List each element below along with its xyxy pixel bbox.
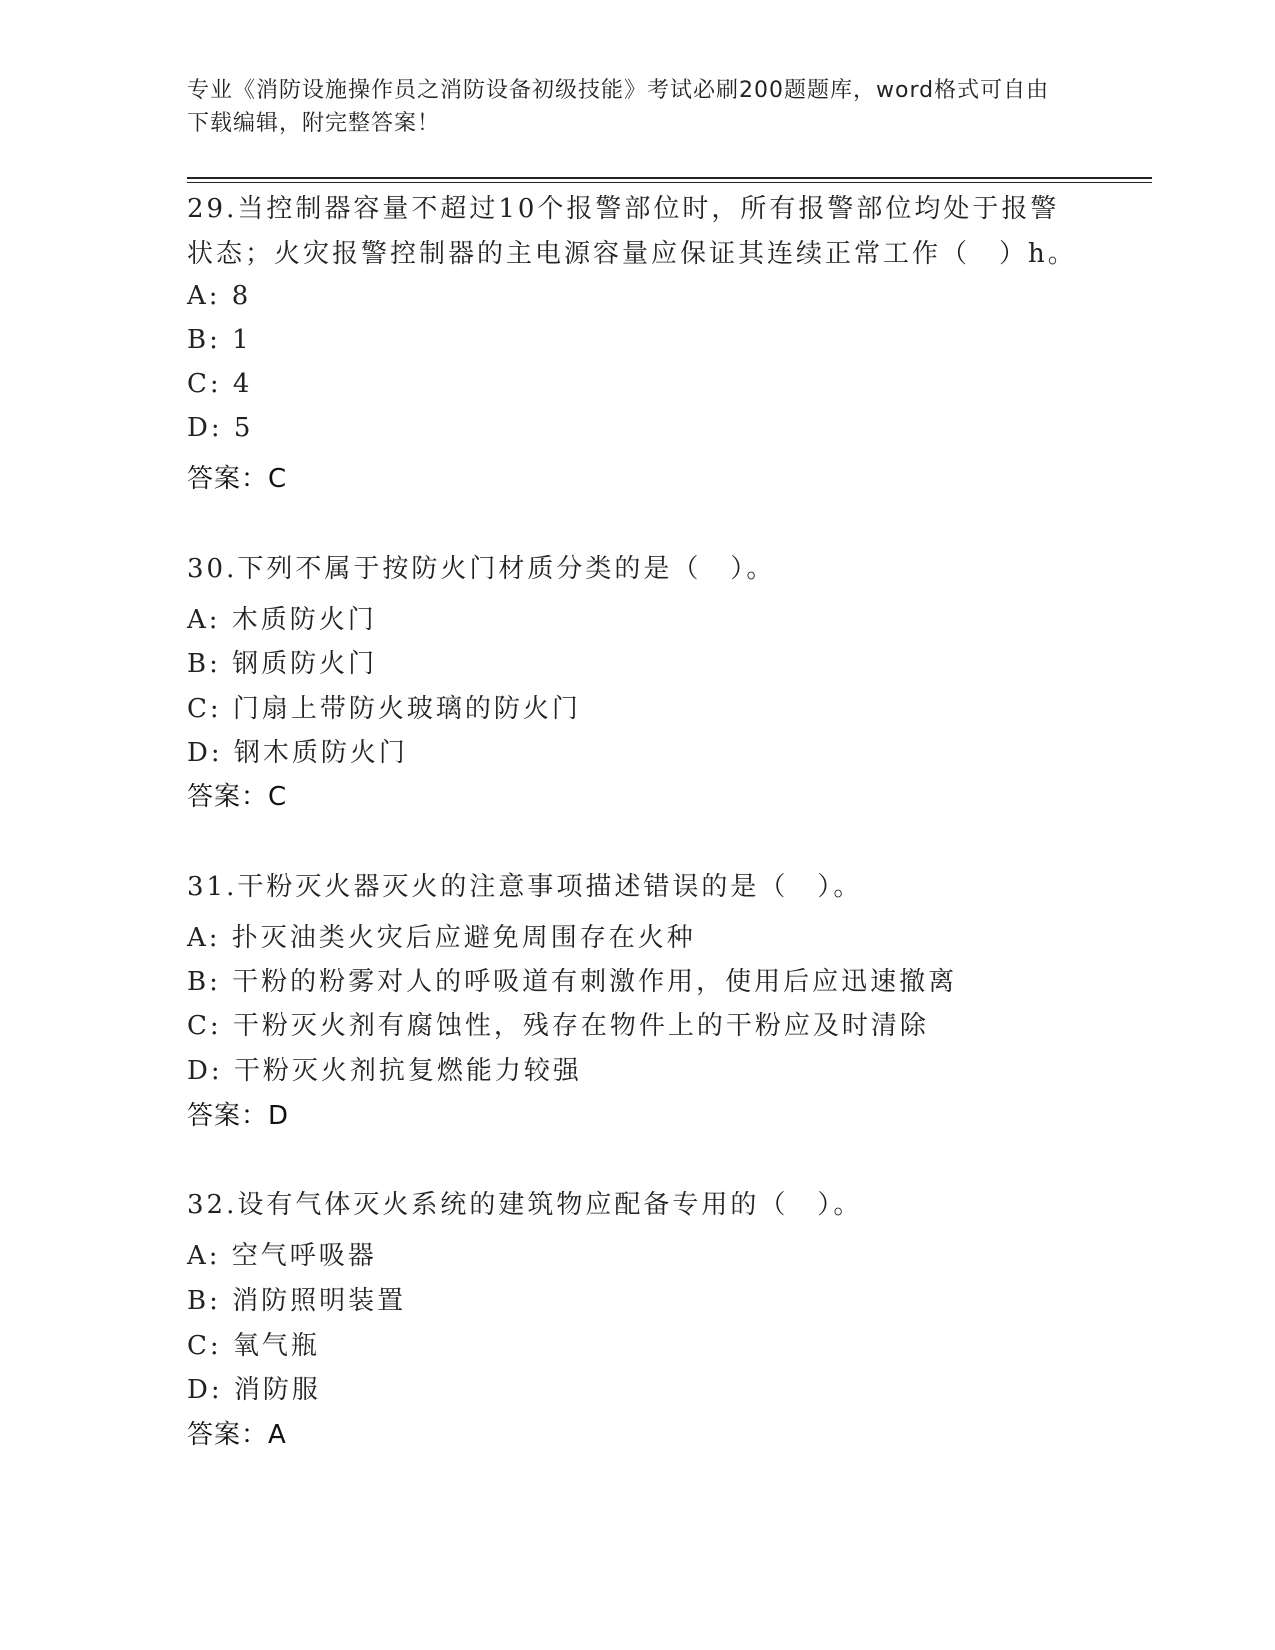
document-header-intro: 专业《消防设施操作员之消防设备初级技能》考试必刷200题题库，word格式可自由下载编辑，附完整答案！ [187, 78, 1050, 136]
question-32-option-d: D: 消防服 [187, 1375, 321, 1405]
question-30-option-b: B: 钢质防火门 [187, 649, 378, 679]
question-29-option-a: A: 8 [187, 281, 252, 311]
question-31-line-1: 31.干粉灭火器灭火的注意事项描述错误的是（ ）。 [187, 872, 863, 902]
question-29-line-1: 29.当控制器容量不超过10个报警部位时，所有报警部位均处于报警 [187, 194, 1060, 224]
question-31-answer: 答案：D [187, 1101, 290, 1131]
question-32-option-a: A: 空气呼吸器 [187, 1241, 377, 1271]
header-divider-thin [187, 182, 1152, 183]
question-29-line-2: 状态；火灾报警控制器的主电源容量应保证其连续正常工作（ ）h。 [187, 239, 1077, 269]
question-30-answer: 答案：C [187, 782, 288, 812]
question-32-option-c: C: 氧气瓶 [187, 1331, 320, 1361]
header-divider-thick [187, 177, 1152, 179]
question-32-option-b: B: 消防照明装置 [187, 1286, 407, 1316]
question-29-option-d: D: 5 [187, 413, 254, 443]
question-31-option-c: C: 干粉灭火剂有腐蚀性，残存在物件上的干粉应及时清除 [187, 1011, 929, 1041]
question-29-option-b: B: 1 [187, 325, 252, 355]
question-31-option-a: A: 扑灭油类火灾后应避免周围存在火种 [187, 923, 696, 953]
question-30-option-a: A: 木质防火门 [187, 605, 377, 635]
question-30-line-1: 30.下列不属于按防火门材质分类的是（ ）。 [187, 554, 776, 584]
question-32-line-1: 32.设有气体灭火系统的建筑物应配备专用的（ ）。 [187, 1190, 863, 1220]
question-29-option-c: C: 4 [187, 369, 253, 399]
question-29-answer: 答案：C [187, 464, 288, 494]
question-30-option-d: D: 钢木质防火门 [187, 738, 408, 768]
question-31-option-b: B: 干粉的粉雾对人的呼吸道有刺激作用，使用后应迅速撤离 [187, 967, 958, 997]
question-31-option-d: D: 干粉灭火剂抗复燃能力较强 [187, 1056, 582, 1086]
question-32-answer: 答案：A [187, 1420, 287, 1450]
question-30-option-c: C: 门扇上带防火玻璃的防火门 [187, 694, 581, 724]
